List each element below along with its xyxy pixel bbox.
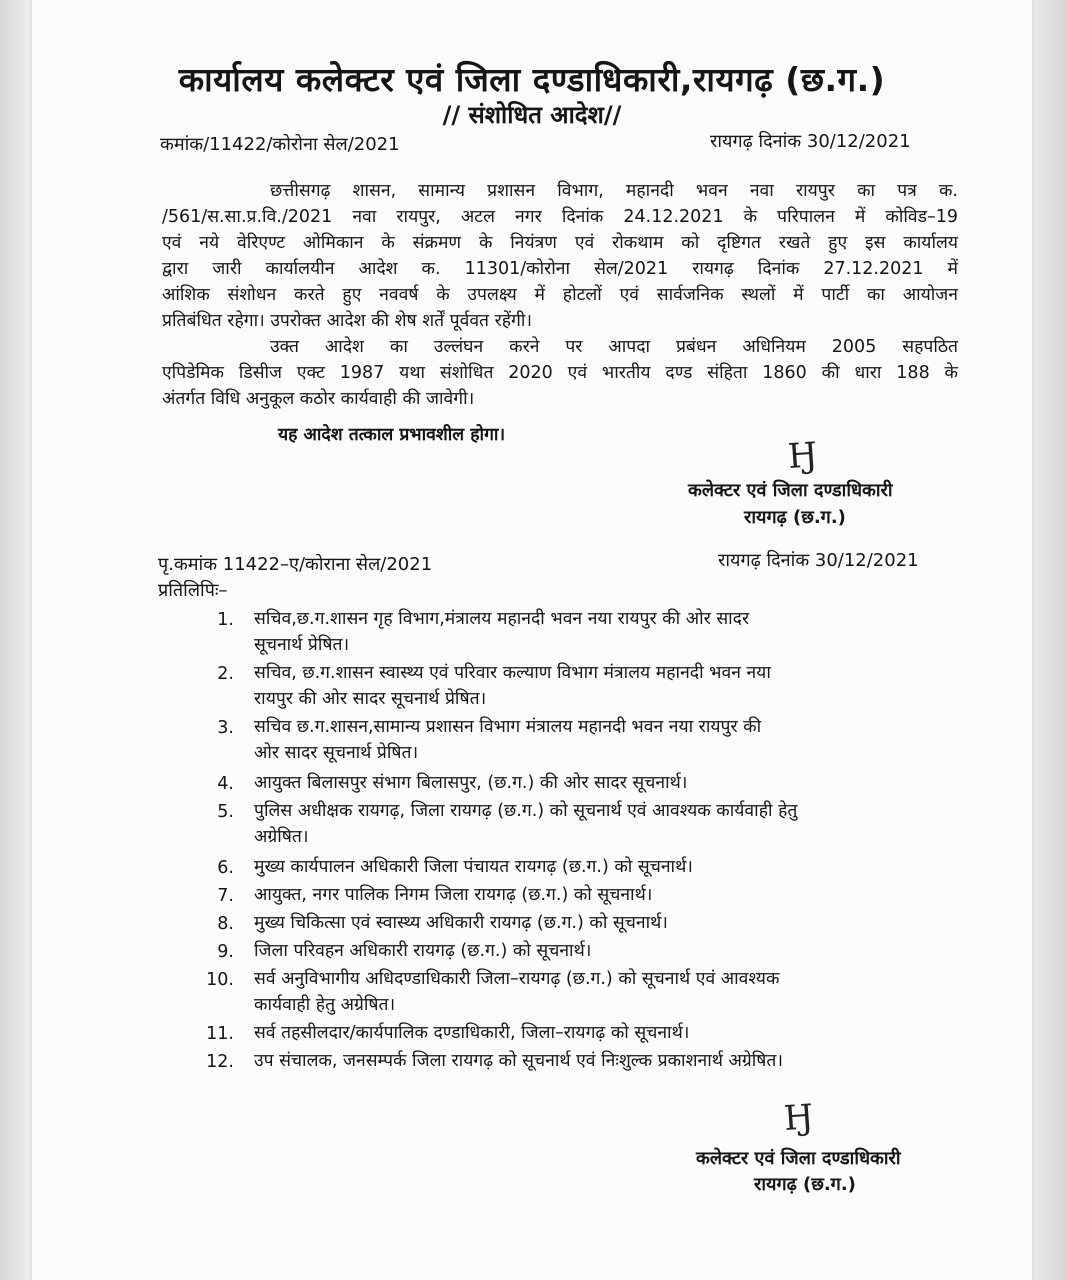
copy-item-5-line-2: अग्रेषित। xyxy=(254,827,309,847)
left-frame-edge xyxy=(0,0,32,1280)
copy-item-number: 5. xyxy=(217,802,234,822)
copy-item-3-line-2: ओर सादर सूचनार्थ प्रेषित। xyxy=(254,743,419,763)
copy-item-5-line-1: पुलिस अधीक्षक रायगढ़, जिला रायगढ़ (छ.ग.) को सूचनार्थ एवं आवश्यक कार्यवाही हेतु xyxy=(254,801,798,821)
copy-item-number: 6. xyxy=(217,858,234,878)
copy-item-1-line-1: सचिव,छ.ग.शासन गृह विभाग,मंत्रालय महानदी भवन नया रायपुर की ओर सादर xyxy=(254,609,750,629)
para2-line-1: उक्त आदेश का उल्लंघन करने पर आपदा प्रबंधन अधिनियम 2005 सहपठित xyxy=(270,337,958,357)
order-date: रायगढ़ दिनांक 30/12/2021 xyxy=(710,131,911,152)
copy-item-9-line-1: जिला परिवहन अधिकारी रायगढ़ (छ.ग.) को सूचनार्थ। xyxy=(254,941,592,961)
signature1-title: कलेक्टर एवं जिला दण्डाधिकारी xyxy=(688,480,893,501)
copy-heading: प्रतिलिपिः– xyxy=(158,580,228,601)
document-page xyxy=(32,0,1032,1280)
right-frame-edge xyxy=(1032,0,1066,1280)
copy-item-11-line-1: सर्व तहसीलदार/कार्यपालिक दण्डाधिकारी, जिला–रायगढ़ को सूचनार्थ। xyxy=(254,1023,690,1043)
signature2-title: कलेक्टर एवं जिला दण्डाधिकारी xyxy=(696,1148,901,1169)
para1-line-4: द्वारा जारी कार्यालयीन आदेश क. 11301/कोरोना सेल/2021 रायगढ़ दिनांक 27.12.2021 में xyxy=(162,259,958,279)
signature2-place: रायगढ़ (छ.ग.) xyxy=(754,1174,856,1195)
copy-item-10-line-2: कार्यवाही हेतु अग्रेषित। xyxy=(254,995,396,1015)
copy-item-number: 10. xyxy=(206,970,234,990)
signature-mark-2: Ӈ xyxy=(782,1097,816,1139)
copy-ref-number: पृ.कमांक 11422–ए/कोराना सेल/2021 xyxy=(158,554,433,575)
copy-item-number: 9. xyxy=(217,942,234,962)
copy-item-12-line-1: उप संचालक, जनसम्पर्क जिला रायगढ़ को सूचनार्थ एवं निःशुल्क प्रकाशनार्थ अग्रेषित। xyxy=(254,1051,783,1071)
para1-line-2: /561/स.सा.प्र.वि./2021 नवा रायपुर, अटल नगर दिनांक 24.12.2021 के परिपालन में कोविड–19 xyxy=(162,207,958,227)
copy-item-3-line-1: सचिव छ.ग.शासन,सामान्य प्रशासन विभाग मंत्रालय महानदी भवन नया रायपुर की xyxy=(254,717,762,737)
copy-item-number: 7. xyxy=(217,886,234,906)
signature-mark-1: Ӈ xyxy=(786,435,820,477)
copy-item-number: 4. xyxy=(217,774,234,794)
para1-line-3: एवं नये वेरिएण्ट ओमिकान के संक्रमण के नियंत्रण एवं रोकथाम को दृष्टिगत रखते हुए इस कार्यालय xyxy=(162,233,958,253)
copy-item-2-line-2: रायपुर की ओर सादर सूचनार्थ प्रेषित। xyxy=(254,689,487,709)
para1-line-1: छत्तीसगढ़ शासन, सामान्य प्रशासन विभाग, महानदी भवन नवा रायपुर का पत्र क. xyxy=(270,181,958,201)
para2-line-3: अंतर्गत विधि अनुकूल कठोर कार्यवाही की जावेगी। xyxy=(162,389,475,409)
copy-item-number: 8. xyxy=(217,914,234,934)
effect-statement: यह आदेश तत्काल प्रभावशील होगा। xyxy=(278,425,506,445)
para2-line-2: एपिडेमिक डिसीज एक्ट 1987 यथा संशोधित 2020 एवं भारतीय दण्ड संहिता 1860 की धारा 188 के xyxy=(162,363,958,383)
copy-item-8-line-1: मुख्य चिकित्सा एवं स्वास्थ्य अधिकारी रायगढ़ (छ.ग.) को सूचनार्थ। xyxy=(254,913,668,933)
order-subject: // संशोधित आदेश// xyxy=(442,101,622,129)
copy-item-10-line-1: सर्व अनुविभागीय अधिदण्डाधिकारी जिला–रायगढ़ (छ.ग.) को सूचनार्थ एवं आवश्यक xyxy=(254,969,780,989)
office-heading: कार्यालय कलेक्टर एवं जिला दण्डाधिकारी,रायगढ़ (छ.ग.) xyxy=(178,60,886,99)
order-ref-number: कमांक/11422/कोरोना सेल/2021 xyxy=(160,134,400,155)
copy-item-number: 1. xyxy=(217,610,234,630)
copy-item-number: 3. xyxy=(217,718,234,738)
copy-item-2-line-1: सचिव, छ.ग.शासन स्वास्थ्य एवं परिवार कल्याण विभाग मंत्रालय महानदी भवन नया xyxy=(254,663,771,683)
copy-item-number: 2. xyxy=(217,664,234,684)
copy-item-6-line-1: मुख्य कार्यपालन अधिकारी जिला पंचायत रायगढ़ (छ.ग.) को सूचनार्थ। xyxy=(254,857,693,877)
copy-item-7-line-1: आयुक्त, नगर पालिक निगम जिला रायगढ़ (छ.ग.) को सूचनार्थ। xyxy=(254,885,653,905)
para1-line-5: आंशिक संशोधन करते हुए नववर्ष के उपलक्ष्य में होटलों एवं सार्वजनिक स्थलों में पार्टी का आयोजन xyxy=(162,285,958,305)
copy-item-4-line-1: आयुक्त बिलासपुर संभाग बिलासपुर, (छ.ग.) की ओर सादर सूचनार्थ। xyxy=(254,773,688,793)
para1-line-6: प्रतिबंधित रहेगा। उपरोक्त आदेश की शेष शर्तें पूर्ववत रहेंगी। xyxy=(162,311,533,331)
copy-date: रायगढ़ दिनांक 30/12/2021 xyxy=(718,550,919,571)
copy-item-number: 11. xyxy=(206,1024,234,1044)
copy-item-1-line-2: सूचनार्थ प्रेषित। xyxy=(254,635,350,655)
signature1-place: रायगढ़ (छ.ग.) xyxy=(744,507,846,528)
copy-item-number: 12. xyxy=(206,1052,234,1072)
